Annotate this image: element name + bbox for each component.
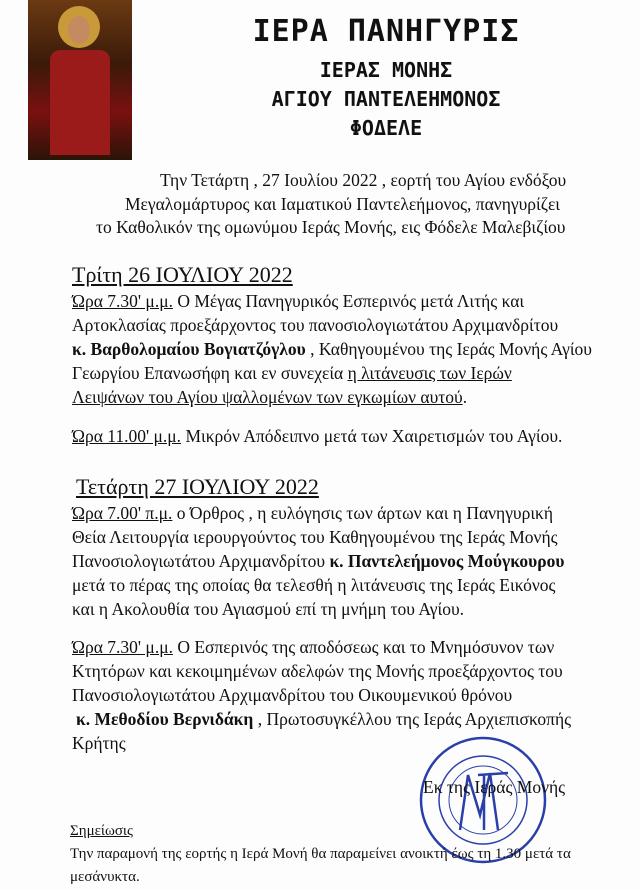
intro-line: το Καθολικόν της ομωνύμου Ιεράς Μονής, εις Φόδελε Μαλεβιζίου [96,217,566,237]
day1-event1-line: Ώρα 7.30' μ.μ. Ο Μέγας Πανηγυρικός Εσπερινός μετά Λιτής και [72,291,525,311]
day2-event2-line: κ. Μεθοδίου Βερνιδάκη , Πρωτοσυγκέλλου της Ιεράς Αρχιεπισκοπής [76,709,572,729]
day2-event1-line: Θεία Λειτουργία ιερουργούντος του Καθηγουμένου της Ιεράς Μονής [72,527,558,547]
event-time: Ώρα 7.30' μ.μ. [72,637,173,657]
day2-heading: Τετάρτη 27 ΙΟΥΛΙΟΥ 2022 [76,474,319,499]
signature: Εκ της Ιεράς Μονής [423,777,566,797]
day2-event1-line: και η Ακολουθία του Αγιασμού επί τη μνήμη του Αγίου. [72,599,465,619]
day1-event2-line: Ώρα 11.00' μ.μ. Μικρόν Απόδειπνο μετά των Χαιρετισμών του Αγίου. [72,426,563,446]
day1-event1-line: κ. Βαρθολομαίου Βογιατζόγλου , Καθηγουμένου της Ιεράς Μονής Αγίου [72,339,592,359]
day1-event1-line: Γεωργίου Επανωσήφη και εν συνεχεία η λιτάνευσις των Ιερών [72,363,512,383]
intro-line: Μεγαλομάρτυρος και Ιαματικού Παντελεήμονος, πανηγυρίζει [125,194,561,214]
day2-event2-line: Ώρα 7.30' μ.μ. Ο Εσπερινός της αποδόσεως και το Μνημόσυνον των [72,637,555,657]
intro-line: Την Τετάρτη , 27 Ιουλίου 2022 , εορτή του Αγίου ενδόξου [160,170,567,190]
day2-event1-line: μετά το πέρας της οποίας θα τελεσθή η λιτάνευσις της Ιεράς Εικόνος [72,575,556,595]
day2-event1-line: Ώρα 7.00' π.μ. ο Όρθρος , η ευλόγησις των άρτων και η Πανηγυρική [72,503,554,523]
subtitle-location: ΦΟΔΕΛΕ [349,116,423,140]
subtitle-saint: ΑΓΙΟΥ ΠΑΝΤΕΛΕΗΜΟΝΟΣ [271,87,501,111]
note-line: μεσάνυκτα. [70,869,140,885]
day1-event1-line: Λειψάνων του Αγίου ψαλλομένων των εγκωμίων αυτού. [72,387,468,407]
day1-heading: Τρίτη 26 ΙΟΥΛΙΟΥ 2022 [72,262,293,287]
day2-event1-line: Πανοσιολογιωτάτου Αρχιμανδρίτου κ. Παντελεήμονος Μούγκουρου [72,551,565,571]
note-heading: Σημείωσις [70,823,133,839]
day2-event2-line: Κτητόρων και κεκοιμημένων αδελφών της Μονής προεξάρχοντος του [72,661,563,681]
day1-event1-line: Αρτοκλασίας προεξάρχοντος του πανοσιολογιωτάτου Αρχιμανδρίτου [72,315,559,335]
event-time: Ώρα 7.30' μ.μ. [72,291,173,311]
event-time: Ώρα 11.00' μ.μ. [72,426,182,446]
day2-event2-line: Πανοσιολογιωτάτου Αρχιμανδρίτου του Οικουμενικού θρόνου [72,685,513,705]
event-time: Ώρα 7.00' π.μ. [72,503,173,523]
saint-icon-image [28,0,132,160]
document-title: ΙΕΡΑ ΠΑΝΗΓΥΡΙΣ [252,14,520,49]
note-line: Την παραμονή της εορτής η Ιερά Μονή θα παραμείνει ανοικτή έως τη 1.30 μετά τα [70,846,571,862]
subtitle-monastery: ΙΕΡΑΣ ΜΟΝΗΣ [319,58,453,82]
day2-event2-line: Κρήτης [72,733,126,753]
